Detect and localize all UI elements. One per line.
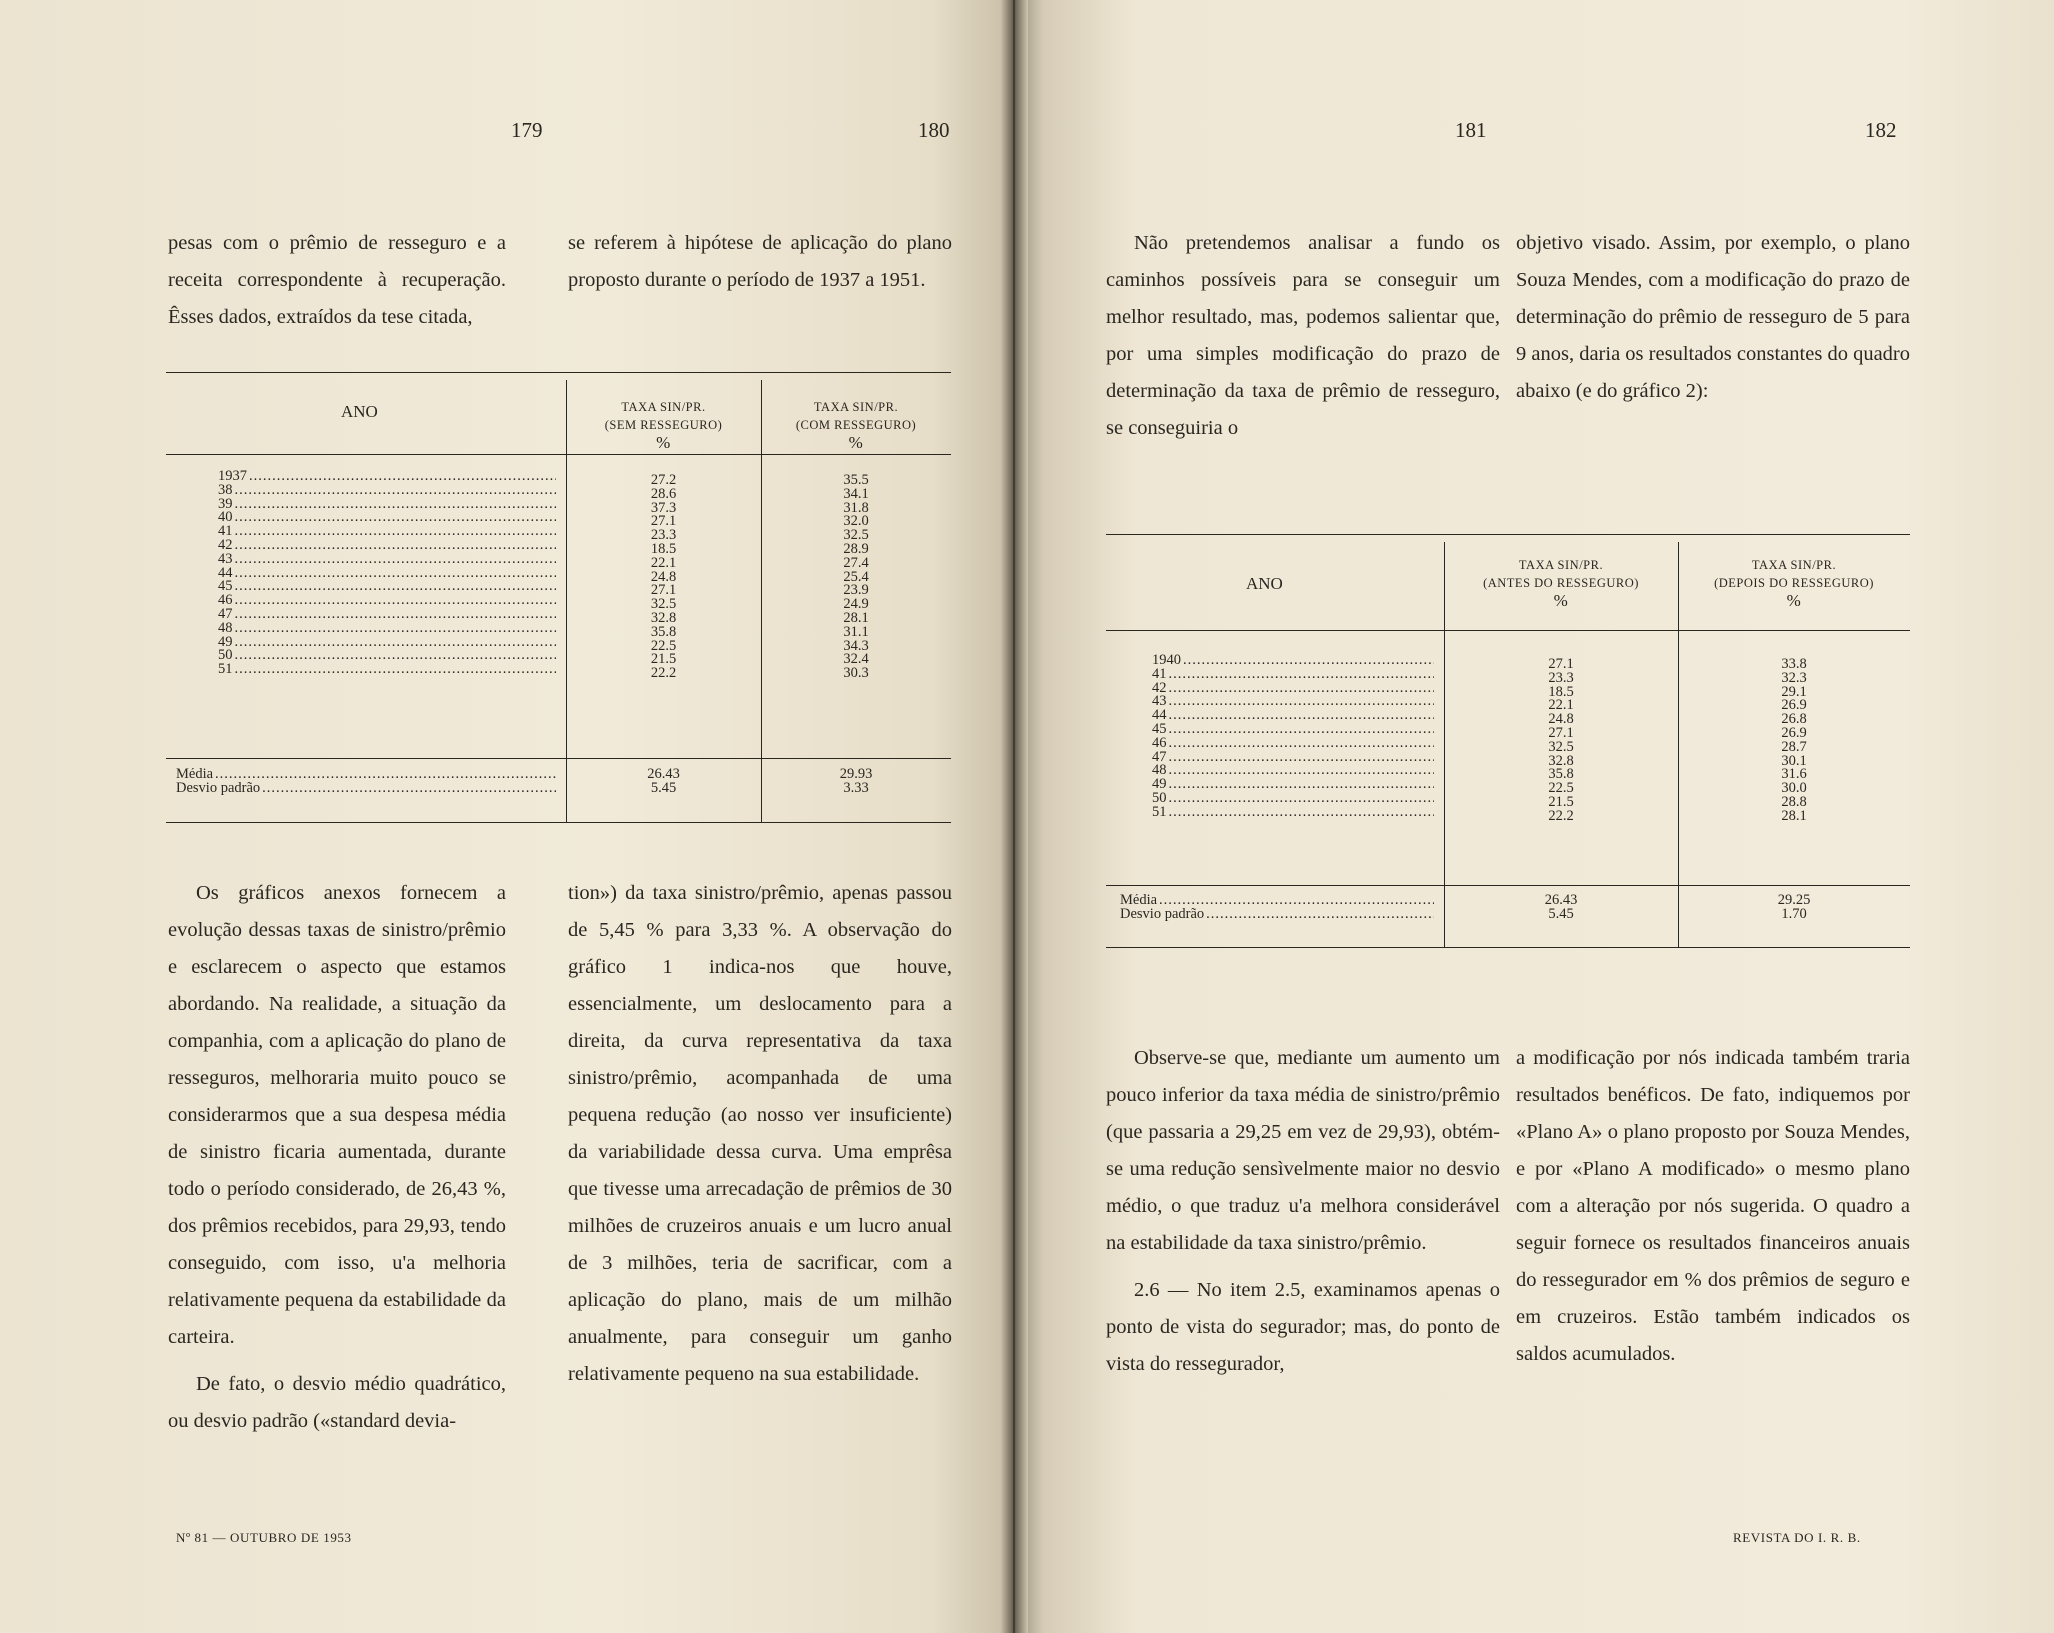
label-text: 49 [218, 635, 233, 650]
table-cell: 23.9 [843, 582, 869, 599]
table-cell: 30.0 [1781, 780, 1807, 797]
header-line: TAXA SIN/PR. [813, 400, 899, 414]
label-text: 46 [1152, 736, 1167, 751]
paragraph: pesas com o prêmio de resseguro e a receita correspondente à recuperação. Êsses dados, extraídos da tese citada, [168, 232, 506, 328]
year-label [1152, 682, 1434, 696]
dot-leader [235, 649, 557, 663]
dot-leader [1169, 764, 1435, 778]
year-label [1152, 654, 1434, 668]
dot-leader [235, 608, 557, 622]
table-cell: 31.6 [1781, 766, 1807, 783]
summary-label [1120, 894, 1434, 908]
table-cell: 18.5 [1548, 683, 1574, 700]
paragraph: 2.6 — No item 2.5, examinamos apenas o ponto de vista do segurador; mas, do ponto de vista do ressegurador, [1106, 1279, 1500, 1375]
page-number-181: 181 [1455, 118, 1487, 142]
book-gutter [1000, 0, 1028, 1633]
year-label [1152, 695, 1434, 709]
table-cell: 29.25 [1777, 892, 1811, 908]
table-cell: 30.1 [1781, 752, 1807, 769]
summary-sem-resseguro [566, 768, 761, 796]
dot-leader [1169, 792, 1435, 806]
table-cell: 29.93 [839, 766, 873, 782]
dot-leader [235, 636, 557, 650]
dot-leader [1169, 682, 1435, 696]
paragraph: a modificação por nós indicada também traria resultados benéficos. De fato, indiquemos por «Plano A» o plano proposto por Souza Mendes, e por «Plano A modificado» o mesmo plano com a alteração por nós sugerida. O quadro a seguir fornece os resultados financeiros anuais do ressegurador em % dos prêmios de seguro e em cruzeiros. Estão também indicados os saldos acumulados. [1516, 1047, 1910, 1365]
label-text: 43 [1152, 695, 1167, 710]
year-label [218, 649, 556, 663]
label-text: 50 [1152, 791, 1167, 806]
table-cell: 18.5 [650, 540, 677, 557]
dot-leader [235, 498, 557, 512]
table-cell: 22.2 [650, 665, 677, 682]
table-cell: 27.1 [1548, 656, 1574, 672]
page181-top-text [1106, 225, 1500, 447]
dot-leader [1206, 908, 1434, 922]
dot-leader [1169, 751, 1435, 765]
summary-antes-resseguro [1444, 894, 1678, 922]
table-cell: 27.1 [1548, 724, 1574, 741]
paragraph: tion») da taxa sinistro/prêmio, apenas passou de 5,45 % para 3,33 %. A observação do gráfico 1 indica-nos que houve, essencialmente, um deslocamento para a direita, da curva representativa da taxa sinistro/prêmio, acompanhada de uma pequena redução (ao nosso ver insuficiente) da variabilidade dessa curva. Uma emprêsa que tivesse uma arrecadação de prêmios de 30 milhões de cruzeiros anuais e um lucro anual de 3 milhões, teria de sacrificar, com a aplicação do plano, mais de um milhão anualmente, para conseguir um ganho relativamente pequeno na sua estabilidade. [568, 882, 952, 1385]
table-cell: 32.8 [650, 609, 677, 626]
table-cell: 32.3 [1781, 669, 1807, 686]
table-cell: 21.5 [1548, 793, 1574, 810]
label-text: Desvio padrão [176, 781, 261, 796]
table-cell: 22.5 [1548, 780, 1574, 797]
table-cell: 27.4 [843, 554, 869, 571]
table-top-rule [1106, 534, 1910, 535]
table-cell: 5.45 [1548, 905, 1574, 922]
year-label [1152, 737, 1434, 751]
year-label [1152, 668, 1434, 682]
column-header-depois-resseguro [1678, 556, 1910, 610]
dot-leader [1169, 695, 1435, 709]
header-percent: % [848, 433, 864, 452]
year-label [218, 608, 556, 622]
table-cell: 26.43 [1544, 892, 1578, 908]
dot-leader [1169, 723, 1435, 737]
page181-bottom-text [1106, 1040, 1500, 1383]
label-text: 44 [218, 566, 233, 581]
table-cell: 3.33 [843, 779, 869, 796]
table-cell: 28.1 [843, 609, 869, 626]
label-text: 45 [1152, 722, 1167, 737]
paragraph: Não pretendemos analisar a fundo os caminhos possíveis para se conseguir um melhor resultado, mas, podemos salientar que, por uma simples modificação do prazo de determinação da taxa de prêmio de resseguro, se conseguiria o [1106, 232, 1500, 439]
column-header-sem-resseguro [566, 398, 761, 452]
summary-labels [1120, 894, 1434, 922]
label-text: 38 [218, 483, 233, 498]
depois-resseguro-values [1678, 658, 1910, 824]
year-label [1152, 792, 1434, 806]
table-cell: 34.1 [843, 485, 869, 502]
table-cell: 5.45 [650, 779, 677, 796]
year-label [1152, 709, 1434, 723]
page180-bottom-text [568, 875, 952, 1393]
table-cell: 31.8 [843, 499, 869, 516]
paragraph: De fato, o desvio médio quadrático, ou desvio padrão («standard devia- [168, 1373, 506, 1432]
label-text: Média [1120, 894, 1158, 908]
label-text: 1937 [218, 470, 247, 484]
page182-top-text [1516, 225, 1910, 410]
summary-depois-resseguro [1678, 894, 1910, 922]
label-text: Desvio padrão [1120, 907, 1205, 922]
footer-issue: Nº 81 — OUTUBRO DE 1953 [176, 1530, 352, 1545]
paragraph: Os gráficos anexos fornecem a evolução dessas taxas de sinistro/prêmio e esclarecem o aspecto que estamos abordando. Na realidade, a situação da companhia, com a aplicação do plano de resseguros, melhoraria muito pouco se considerarmos que a sua despesa média de sinistro ficaria aumentada, durante todo o período considerado, de 26,43 %, dos prêmios recebidos, para 29,93, tendo conseguido, com isso, u'a melhoria relativamente pequena da estabilidade da carteira. [168, 882, 506, 1348]
label-text: 42 [1152, 681, 1167, 696]
column-header-antes-resseguro [1444, 556, 1678, 610]
table-cell: 24.9 [843, 596, 869, 613]
dot-leader [215, 768, 556, 782]
dot-leader [1169, 709, 1435, 723]
table-cell: 32.5 [843, 527, 869, 544]
table-cell: 35.8 [650, 623, 677, 640]
left-page-spread [0, 0, 1012, 1633]
table-header-rule [1106, 630, 1910, 631]
dot-leader [235, 594, 557, 608]
label-text: 47 [218, 607, 233, 622]
page179-top-text [168, 225, 506, 336]
year-label [218, 553, 556, 567]
table-bottom-rule [1106, 947, 1910, 948]
label-text: 49 [1152, 778, 1167, 792]
summary-label [176, 768, 556, 782]
label-text: 41 [1152, 667, 1167, 682]
table-cell: 30.3 [843, 665, 869, 682]
table-cell: 24.8 [1548, 711, 1574, 728]
dot-leader [235, 525, 557, 539]
label-text: 40 [218, 511, 233, 526]
table-cell: 35.5 [843, 472, 869, 488]
label-text: 47 [1152, 750, 1167, 765]
right-page-spread [1012, 0, 2054, 1633]
dot-leader [235, 567, 557, 581]
sem-resseguro-values [566, 474, 761, 681]
paragraph: objetivo visado. Assim, por exemplo, o plano Souza Mendes, com a modificação do prazo de determinação do prêmio de resseguro de 5 para 9 anos, daria os resultados constantes do quadro abaixo (e do gráfico 2): [1516, 232, 1910, 402]
dot-leader [1183, 654, 1434, 668]
label-text: 50 [218, 649, 233, 664]
table-cell: 28.8 [1781, 793, 1807, 810]
table-cell: 22.2 [1548, 807, 1574, 824]
paragraph: se referem à hipótese de aplicação do plano proposto durante o período de 1937 a 1951. [568, 232, 952, 291]
table-cell: 28.1 [1781, 807, 1807, 824]
page-number-179: 179 [511, 118, 543, 142]
year-label [1152, 806, 1434, 820]
table-cell: 37.3 [650, 499, 677, 516]
table-cell: 28.7 [1781, 738, 1807, 755]
label-text: 42 [218, 538, 233, 553]
year-label [1152, 751, 1434, 765]
summary-label [176, 782, 556, 796]
com-resseguro-values [761, 474, 951, 681]
dot-leader [235, 622, 557, 636]
dot-leader [235, 539, 557, 553]
header-percent: % [1786, 591, 1802, 610]
header-percent: % [656, 433, 671, 452]
table-2 [1106, 534, 1910, 952]
dot-leader [262, 782, 556, 796]
header-line: (ANTES DO RESSEGURO) [1483, 576, 1639, 590]
year-label [218, 470, 556, 484]
table-bottom-rule [166, 822, 951, 823]
table-cell: 21.5 [650, 651, 677, 668]
year-label [218, 567, 556, 581]
table-summary-rule [1106, 885, 1910, 886]
table-cell: 28.6 [650, 485, 677, 502]
year-label [218, 539, 556, 553]
label-text: Média [176, 768, 214, 782]
page-number-182: 182 [1865, 118, 1897, 142]
table-cell: 28.9 [843, 540, 869, 557]
page-number-180: 180 [918, 118, 950, 142]
table-cell: 26.9 [1781, 724, 1807, 741]
table-top-rule [166, 372, 951, 373]
year-label [1152, 723, 1434, 737]
table-cell: 27.1 [650, 582, 677, 599]
table-cell: 34.3 [843, 637, 869, 654]
dot-leader [249, 470, 556, 484]
year-label [218, 663, 556, 677]
page180-top-text [568, 225, 952, 299]
header-line: (DEPOIS DO RESSEGURO) [1714, 576, 1874, 590]
table-cell: 32.5 [1548, 738, 1574, 755]
year-column [1152, 654, 1434, 820]
column-header-ano: ANO [341, 402, 378, 421]
column-header-com-resseguro [761, 398, 951, 452]
paragraph: Observe-se que, mediante um aumento um pouco inferior da taxa média de sinistro/prêmio (que passaria a 29,25 em vez de 29,93), obtém-se uma redução sensìvelmente maior no desvio médio, o que traduz u'a melhora considerável na estabilidade da taxa sinistro/prêmio. [1106, 1047, 1500, 1254]
dot-leader [1169, 737, 1435, 751]
table-cell: 1.70 [1781, 905, 1807, 922]
table-cell: 23.3 [1548, 669, 1574, 686]
table-cell: 26.9 [1781, 697, 1807, 714]
year-label [218, 636, 556, 650]
label-text: 51 [218, 663, 233, 677]
table-cell: 31.1 [843, 623, 869, 640]
year-label [218, 594, 556, 608]
label-text: 48 [1152, 764, 1167, 779]
header-line: TAXA SIN/PR. [1751, 558, 1837, 572]
dot-leader [1159, 894, 1434, 908]
year-label [218, 511, 556, 525]
table-cell: 23.3 [650, 527, 677, 544]
dot-leader [235, 511, 557, 525]
label-text: 43 [218, 552, 233, 567]
year-label [218, 525, 556, 539]
table-cell: 22.1 [1548, 697, 1574, 714]
summary-labels [176, 768, 556, 796]
table-1 [166, 372, 951, 827]
table-summary-rule [166, 758, 951, 759]
table-header-rule [166, 454, 951, 455]
page179-bottom-text [168, 875, 506, 1440]
table-cell: 27.2 [650, 472, 677, 488]
column-header-ano: ANO [1246, 574, 1283, 593]
label-text: 51 [1152, 805, 1167, 820]
label-text: 45 [218, 580, 233, 595]
table-cell: 26.8 [1781, 711, 1807, 728]
table-cell: 32.4 [843, 651, 869, 668]
dot-leader [235, 580, 557, 594]
header-line: TAXA SIN/PR. [621, 400, 706, 414]
table-cell: 22.5 [650, 637, 677, 654]
summary-label [1120, 908, 1434, 922]
year-label [218, 580, 556, 594]
dot-leader [235, 663, 557, 677]
table-cell: 24.8 [650, 568, 677, 585]
summary-com-resseguro [761, 768, 951, 796]
year-label [218, 498, 556, 512]
year-label [218, 622, 556, 636]
header-line: TAXA SIN/PR. [1518, 558, 1604, 572]
table-cell: 33.8 [1781, 656, 1807, 672]
dot-leader [1169, 778, 1435, 792]
label-text: 41 [218, 525, 233, 539]
antes-resseguro-values [1444, 658, 1678, 824]
page182-bottom-text [1516, 1040, 1910, 1373]
dot-leader [235, 553, 557, 567]
table-cell: 29.1 [1781, 683, 1807, 700]
label-text: 1940 [1152, 654, 1181, 668]
year-label [1152, 764, 1434, 778]
table-cell: 32.0 [843, 513, 869, 530]
year-label [1152, 778, 1434, 792]
table-cell: 25.4 [843, 568, 869, 585]
table-cell: 27.1 [650, 513, 677, 530]
label-text: 46 [218, 594, 233, 608]
table-cell: 26.43 [647, 766, 680, 782]
table-cell: 32.8 [1548, 752, 1574, 769]
header-line: (COM RESSEGURO) [795, 418, 917, 432]
year-label [218, 484, 556, 498]
year-column [218, 470, 556, 677]
header-percent: % [1553, 591, 1569, 610]
dot-leader [235, 484, 557, 498]
label-text: 39 [218, 497, 233, 512]
dot-leader [1169, 668, 1435, 682]
footer-journal: REVISTA DO I. R. B. [1733, 1530, 1861, 1545]
table-cell: 32.5 [650, 596, 677, 613]
table-cell: 22.1 [650, 554, 677, 571]
dot-leader [1169, 806, 1435, 820]
label-text: 44 [1152, 709, 1167, 723]
label-text: 48 [218, 621, 233, 636]
table-cell: 35.8 [1548, 766, 1574, 783]
header-line: (SEM RESSEGURO) [604, 418, 723, 432]
